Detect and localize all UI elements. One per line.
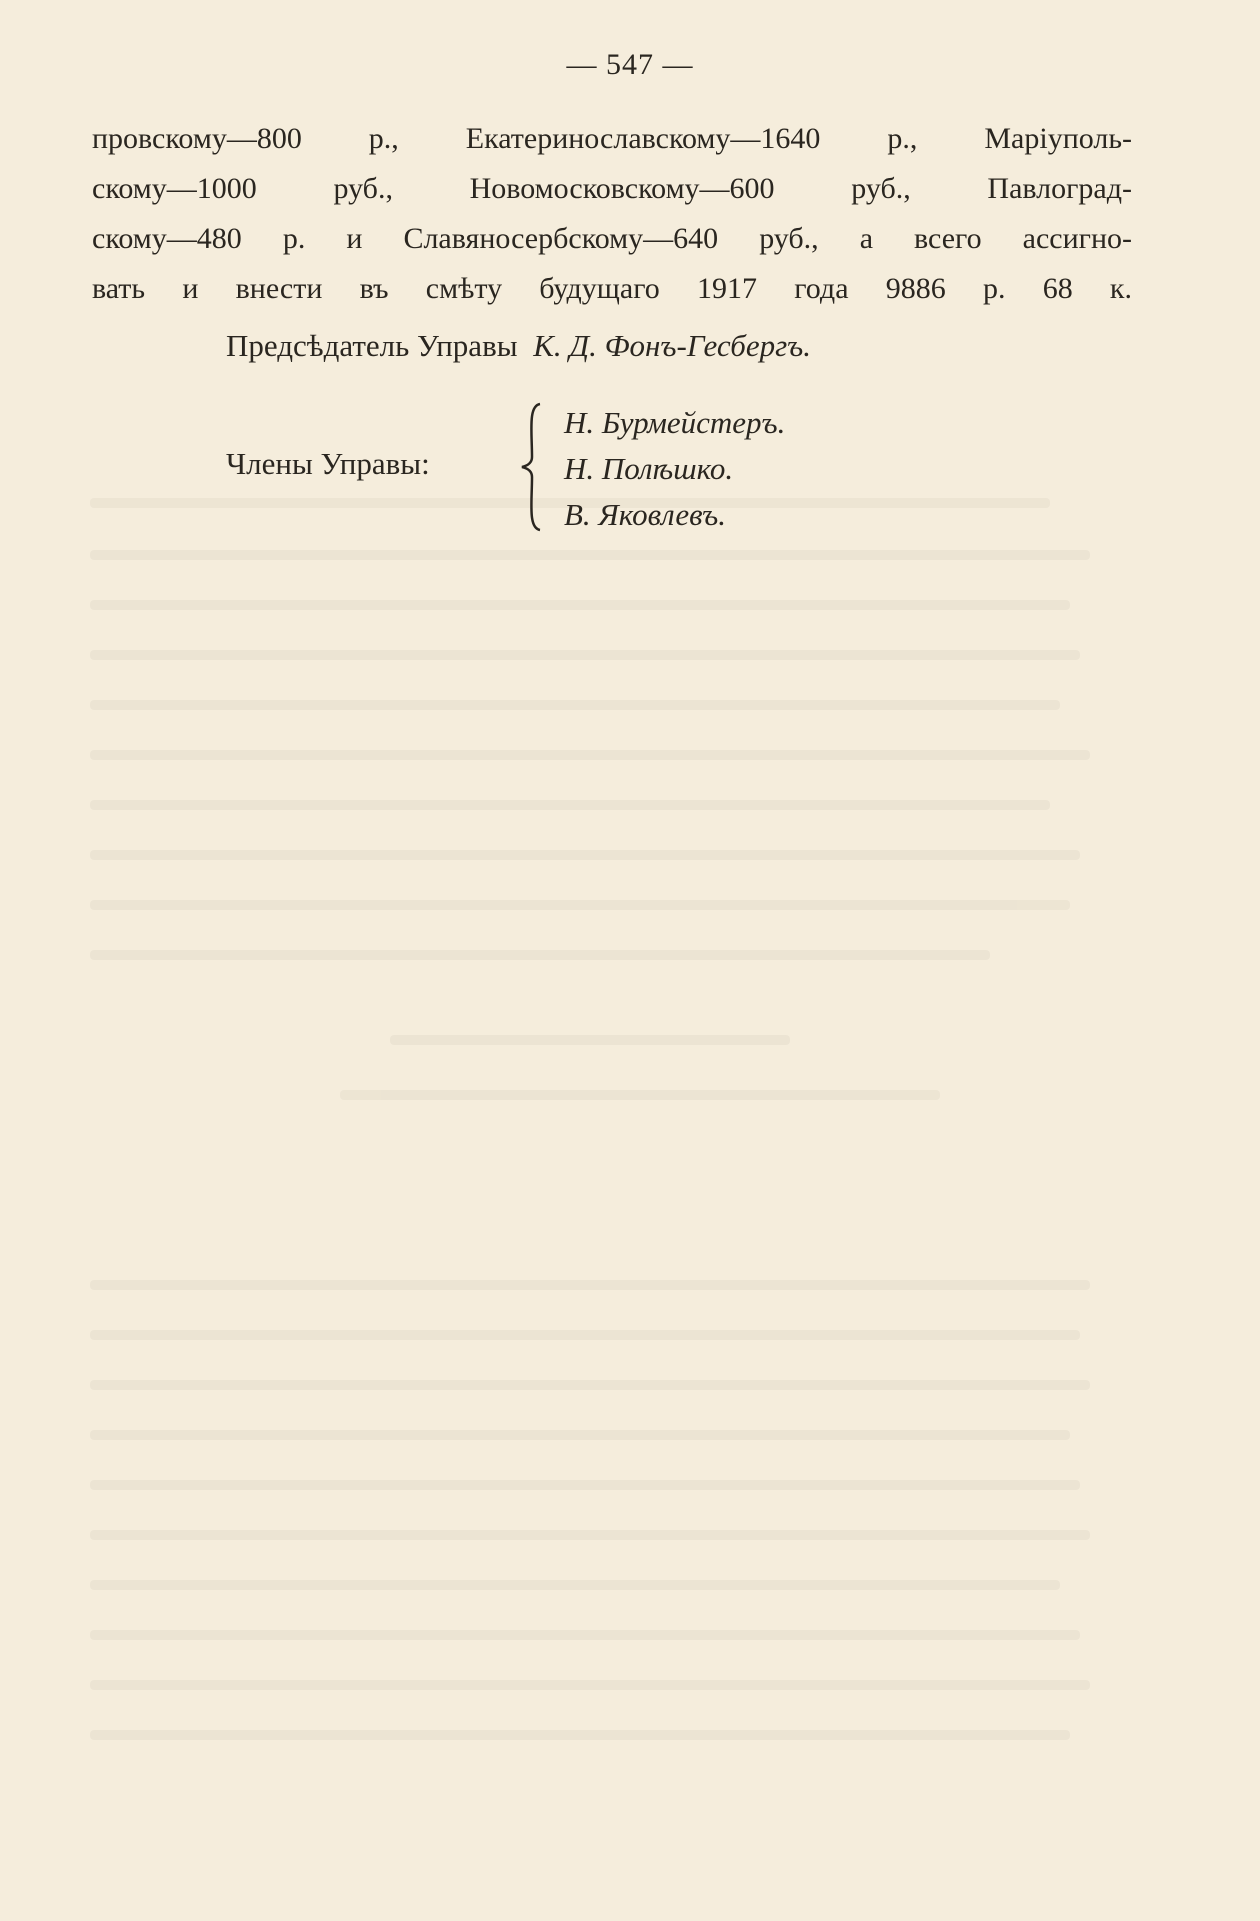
page-number: — 547 —	[566, 48, 694, 81]
member-name: Н. Полѣшко.	[564, 451, 734, 486]
body-line: вать и внести въ смѣту будущаго 1917 года 9886 р. 68 к.	[92, 272, 1132, 305]
body-line: провскому—800 р., Екатеринославскому—1640 р., Маріуполь-	[92, 122, 1132, 155]
show-through-background	[90, 480, 1160, 1900]
chairman-signature-line	[226, 328, 811, 364]
chairman-name: К. Д. Фонъ-Гесбергъ.	[533, 328, 812, 363]
curly-brace-icon	[520, 402, 542, 532]
members-label: Члены Управы:	[226, 446, 430, 481]
member-name: В. Яковлевъ.	[564, 497, 727, 532]
body-line: скому—1000 руб., Новомосковскому—600 руб., Павлоград-	[92, 172, 1132, 205]
member-name: Н. Бурмейстеръ.	[564, 405, 786, 440]
body-line: скому—480 р. и Славяносербскому—640 руб., а всего ассигно-	[92, 222, 1132, 255]
body-paragraph	[92, 114, 1132, 314]
chairman-title: Предсѣдатель Управы	[226, 328, 518, 363]
members-list	[564, 400, 785, 538]
